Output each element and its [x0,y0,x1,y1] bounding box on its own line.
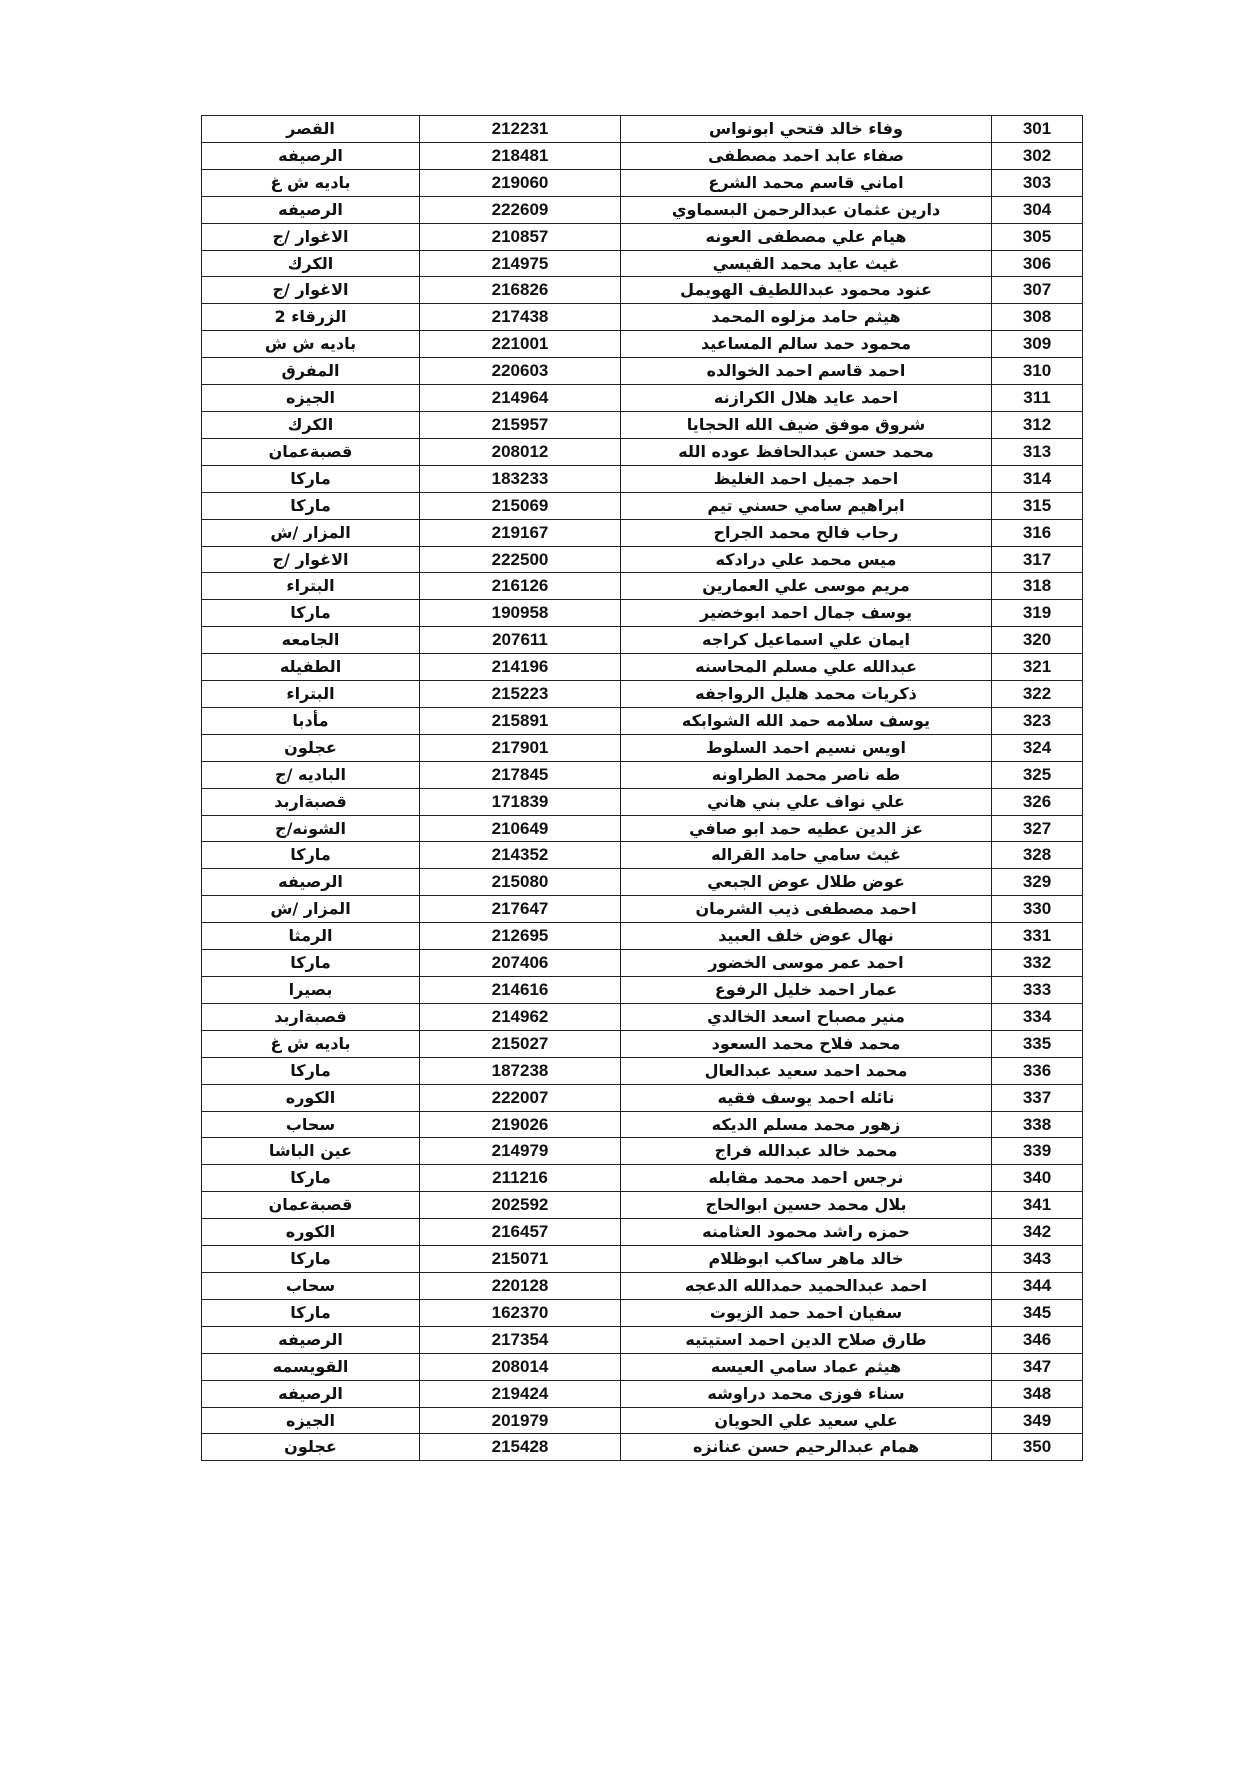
id-cell: 212231 [420,116,621,143]
sequence-cell: 332 [992,950,1083,977]
name-cell: طارق صلاح الدين احمد استيتيه [621,1326,992,1353]
name-cell: ميس محمد علي درادكه [621,546,992,573]
name-cell: منير مصباح اسعد الخالدي [621,1003,992,1030]
id-cell: 171839 [420,788,621,815]
id-cell: 202592 [420,1192,621,1219]
table-row [202,869,1083,896]
region-cell: ماركا [202,465,420,492]
table-row [202,411,1083,438]
region-cell: الاغوار /ج [202,223,420,250]
region-cell: عين الباشا [202,1138,420,1165]
table-row [202,358,1083,385]
id-cell: 214352 [420,842,621,869]
id-cell: 221001 [420,331,621,358]
region-cell: الشونه/ج [202,815,420,842]
sequence-cell: 333 [992,977,1083,1004]
table-row [202,600,1083,627]
sequence-cell: 338 [992,1111,1083,1138]
id-cell: 207611 [420,627,621,654]
id-cell: 212695 [420,923,621,950]
name-cell: احمد عمر موسى الخضور [621,950,992,977]
id-cell: 214975 [420,250,621,277]
table-row [202,734,1083,761]
sequence-cell: 317 [992,546,1083,573]
region-cell: ماركا [202,1057,420,1084]
id-cell: 217438 [420,304,621,331]
region-cell: البتراء [202,681,420,708]
region-cell: الزرقاء 2 [202,304,420,331]
name-cell: هيثم عماد سامي العيسه [621,1353,992,1380]
id-cell: 217354 [420,1326,621,1353]
sequence-cell: 349 [992,1407,1083,1434]
table-row [202,950,1083,977]
id-cell: 215428 [420,1434,621,1461]
id-cell: 211216 [420,1165,621,1192]
region-cell: القصر [202,116,420,143]
region-cell: مأدبا [202,707,420,734]
id-cell: 215027 [420,1030,621,1057]
sequence-cell: 311 [992,385,1083,412]
name-cell: ابراهيم سامي حسني تيم [621,492,992,519]
region-cell: الجيزه [202,385,420,412]
table-row [202,492,1083,519]
table-row [202,707,1083,734]
name-cell: محمد حسن عبدالحافظ عوده الله [621,438,992,465]
name-cell: اويس نسيم احمد السلوط [621,734,992,761]
id-cell: 214979 [420,1138,621,1165]
sequence-cell: 301 [992,116,1083,143]
sequence-cell: 321 [992,654,1083,681]
sequence-cell: 331 [992,923,1083,950]
sequence-cell: 337 [992,1084,1083,1111]
region-cell: المزار /ش [202,519,420,546]
id-cell: 162370 [420,1299,621,1326]
id-cell: 222007 [420,1084,621,1111]
table-row [202,1084,1083,1111]
region-cell: ماركا [202,950,420,977]
region-cell: الرصيفه [202,869,420,896]
sequence-cell: 302 [992,142,1083,169]
region-cell: سحاب [202,1272,420,1299]
sequence-cell: 342 [992,1219,1083,1246]
name-cell: محمد خالد عبدالله فراج [621,1138,992,1165]
name-cell: غيث سامي حامد القراله [621,842,992,869]
name-cell: وفاء خالد فتحي ابونواس [621,116,992,143]
region-cell: الاغوار /ج [202,546,420,573]
region-cell: ماركا [202,492,420,519]
table-row [202,1165,1083,1192]
region-cell: قصبةعمان [202,438,420,465]
table-row [202,573,1083,600]
region-cell: الكوره [202,1219,420,1246]
table-row [202,1057,1083,1084]
name-cell: عمار احمد خليل الرفوع [621,977,992,1004]
id-cell: 216826 [420,277,621,304]
name-cell: احمد عايد هلال الكرازنه [621,385,992,412]
table-row [202,761,1083,788]
sequence-cell: 318 [992,573,1083,600]
region-cell: قصبةاربد [202,788,420,815]
name-cell: حمزه راشد محمود العثامنه [621,1219,992,1246]
table-row [202,896,1083,923]
name-cell: خالد ماهر ساكب ابوظلام [621,1246,992,1273]
name-cell: علي سعيد علي الحويان [621,1407,992,1434]
name-cell: علي نواف علي بني هاني [621,788,992,815]
table-row [202,1272,1083,1299]
table-row [202,1407,1083,1434]
roster-table-body [202,116,1083,1461]
table-row [202,223,1083,250]
region-cell: بصيرا [202,977,420,1004]
name-cell: زهور محمد مسلم الديكه [621,1111,992,1138]
table-row [202,1246,1083,1273]
name-cell: احمد قاسم احمد الخوالده [621,358,992,385]
table-row [202,1192,1083,1219]
table-row [202,977,1083,1004]
id-cell: 201979 [420,1407,621,1434]
id-cell: 214196 [420,654,621,681]
sequence-cell: 346 [992,1326,1083,1353]
id-cell: 220128 [420,1272,621,1299]
name-cell: سفيان احمد حمد الزيوت [621,1299,992,1326]
region-cell: القويسمه [202,1353,420,1380]
region-cell: الكرك [202,411,420,438]
id-cell: 214616 [420,977,621,1004]
region-cell: ماركا [202,842,420,869]
sequence-cell: 303 [992,169,1083,196]
id-cell: 215223 [420,681,621,708]
id-cell: 217845 [420,761,621,788]
sequence-cell: 345 [992,1299,1083,1326]
sequence-cell: 314 [992,465,1083,492]
name-cell: شروق موفق ضيف الله الحجايا [621,411,992,438]
id-cell: 218481 [420,142,621,169]
name-cell: احمد عبدالحميد حمدالله الدعجه [621,1272,992,1299]
name-cell: عبدالله علي مسلم المحاسنه [621,654,992,681]
name-cell: عز الدين عطيه حمد ابو صافي [621,815,992,842]
name-cell: يوسف سلامه حمد الله الشوابكه [621,707,992,734]
name-cell: محمد فلاح محمد السعود [621,1030,992,1057]
id-cell: 222500 [420,546,621,573]
region-cell: الرصيفه [202,196,420,223]
sequence-cell: 335 [992,1030,1083,1057]
name-cell: هيثم حامد مزلوه المحمد [621,304,992,331]
name-cell: اماني قاسم محمد الشرع [621,169,992,196]
id-cell: 217647 [420,896,621,923]
region-cell: الجامعه [202,627,420,654]
id-cell: 220603 [420,358,621,385]
id-cell: 207406 [420,950,621,977]
name-cell: صفاء عابد احمد مصطفى [621,142,992,169]
sequence-cell: 334 [992,1003,1083,1030]
table-row [202,627,1083,654]
name-cell: طه ناصر محمد الطراونه [621,761,992,788]
id-cell: 214962 [420,1003,621,1030]
sequence-cell: 313 [992,438,1083,465]
name-cell: عنود محمود عبداللطيف الهويمل [621,277,992,304]
roster-table [201,115,1083,1461]
sequence-cell: 350 [992,1434,1083,1461]
region-cell: الرصيفه [202,1380,420,1407]
sequence-cell: 328 [992,842,1083,869]
table-row [202,815,1083,842]
table-row [202,331,1083,358]
region-cell: الكرك [202,250,420,277]
region-cell: ماركا [202,600,420,627]
sequence-cell: 330 [992,896,1083,923]
table-row [202,654,1083,681]
table-row [202,1434,1083,1461]
id-cell: 214964 [420,385,621,412]
sequence-cell: 308 [992,304,1083,331]
table-row [202,385,1083,412]
region-cell: باديه ش غ [202,1030,420,1057]
table-row [202,788,1083,815]
region-cell: المفرق [202,358,420,385]
sequence-cell: 305 [992,223,1083,250]
table-row [202,1138,1083,1165]
table-row [202,1299,1083,1326]
id-cell: 208014 [420,1353,621,1380]
region-cell: ماركا [202,1299,420,1326]
region-cell: عجلون [202,734,420,761]
table-row [202,169,1083,196]
region-cell: قصبةاربد [202,1003,420,1030]
id-cell: 183233 [420,465,621,492]
region-cell: الكوره [202,1084,420,1111]
sequence-cell: 312 [992,411,1083,438]
table-row [202,1353,1083,1380]
sequence-cell: 329 [992,869,1083,896]
sequence-cell: 348 [992,1380,1083,1407]
name-cell: نائله احمد يوسف فقيه [621,1084,992,1111]
table-row [202,250,1083,277]
region-cell: الرصيفه [202,142,420,169]
table-row [202,277,1083,304]
region-cell: ماركا [202,1246,420,1273]
name-cell: غيث عايد محمد القيسي [621,250,992,277]
sequence-cell: 310 [992,358,1083,385]
sequence-cell: 344 [992,1272,1083,1299]
region-cell: الباديه /ج [202,761,420,788]
name-cell: رحاب فالح محمد الجراح [621,519,992,546]
name-cell: نرجس احمد محمد مقابله [621,1165,992,1192]
id-cell: 219060 [420,169,621,196]
sequence-cell: 316 [992,519,1083,546]
sequence-cell: 315 [992,492,1083,519]
name-cell: بلال محمد حسين ابوالحاج [621,1192,992,1219]
name-cell: دارين عثمان عبدالرحمن البسماوي [621,196,992,223]
id-cell: 215069 [420,492,621,519]
region-cell: سحاب [202,1111,420,1138]
table-row [202,304,1083,331]
table-row [202,465,1083,492]
table-row [202,519,1083,546]
region-cell: المزار /ش [202,896,420,923]
table-row [202,923,1083,950]
table-row [202,842,1083,869]
sequence-cell: 323 [992,707,1083,734]
region-cell: باديه ش ش [202,331,420,358]
table-row [202,546,1083,573]
id-cell: 215957 [420,411,621,438]
sequence-cell: 309 [992,331,1083,358]
name-cell: محمد احمد سعيد عبدالعال [621,1057,992,1084]
name-cell: محمود حمد سالم المساعيد [621,331,992,358]
sequence-cell: 324 [992,734,1083,761]
sequence-cell: 336 [992,1057,1083,1084]
id-cell: 215080 [420,869,621,896]
name-cell: ذكريات محمد هليل الرواجفه [621,681,992,708]
id-cell: 208012 [420,438,621,465]
name-cell: مريم موسى علي العمارين [621,573,992,600]
table-row [202,116,1083,143]
sequence-cell: 304 [992,196,1083,223]
table-row [202,1030,1083,1057]
id-cell: 210649 [420,815,621,842]
id-cell: 187238 [420,1057,621,1084]
name-cell: عوض طلال عوض الجبعي [621,869,992,896]
sequence-cell: 319 [992,600,1083,627]
id-cell: 215071 [420,1246,621,1273]
table-row [202,1380,1083,1407]
id-cell: 217901 [420,734,621,761]
table-row [202,1326,1083,1353]
table-row [202,681,1083,708]
id-cell: 219424 [420,1380,621,1407]
region-cell: الرصيفه [202,1326,420,1353]
region-cell: الرمثا [202,923,420,950]
region-cell: الطفيله [202,654,420,681]
id-cell: 215891 [420,707,621,734]
table-row [202,196,1083,223]
id-cell: 216457 [420,1219,621,1246]
sequence-cell: 325 [992,761,1083,788]
name-cell: ايمان علي اسماعيل كراجه [621,627,992,654]
id-cell: 210857 [420,223,621,250]
region-cell: عجلون [202,1434,420,1461]
name-cell: سناء فوزى محمد دراوشه [621,1380,992,1407]
region-cell: الاغوار /ج [202,277,420,304]
table-row [202,142,1083,169]
name-cell: احمد جميل احمد الغليظ [621,465,992,492]
sequence-cell: 307 [992,277,1083,304]
id-cell: 216126 [420,573,621,600]
region-cell: البتراء [202,573,420,600]
sequence-cell: 322 [992,681,1083,708]
id-cell: 190958 [420,600,621,627]
sequence-cell: 341 [992,1192,1083,1219]
roster-sheet [201,115,1078,1461]
table-row [202,1003,1083,1030]
sequence-cell: 340 [992,1165,1083,1192]
sequence-cell: 306 [992,250,1083,277]
sequence-cell: 320 [992,627,1083,654]
id-cell: 219026 [420,1111,621,1138]
sequence-cell: 343 [992,1246,1083,1273]
sequence-cell: 339 [992,1138,1083,1165]
table-row [202,438,1083,465]
name-cell: يوسف جمال احمد ابوخضير [621,600,992,627]
region-cell: باديه ش غ [202,169,420,196]
table-row [202,1219,1083,1246]
id-cell: 219167 [420,519,621,546]
region-cell: ماركا [202,1165,420,1192]
sequence-cell: 327 [992,815,1083,842]
name-cell: نهال عوض خلف العبيد [621,923,992,950]
name-cell: احمد مصطفى ذيب الشرمان [621,896,992,923]
name-cell: هيام علي مصطفى العونه [621,223,992,250]
id-cell: 222609 [420,196,621,223]
region-cell: الجيزه [202,1407,420,1434]
name-cell: همام عبدالرحيم حسن عنانزه [621,1434,992,1461]
sequence-cell: 347 [992,1353,1083,1380]
table-row [202,1111,1083,1138]
region-cell: قصبةعمان [202,1192,420,1219]
sequence-cell: 326 [992,788,1083,815]
